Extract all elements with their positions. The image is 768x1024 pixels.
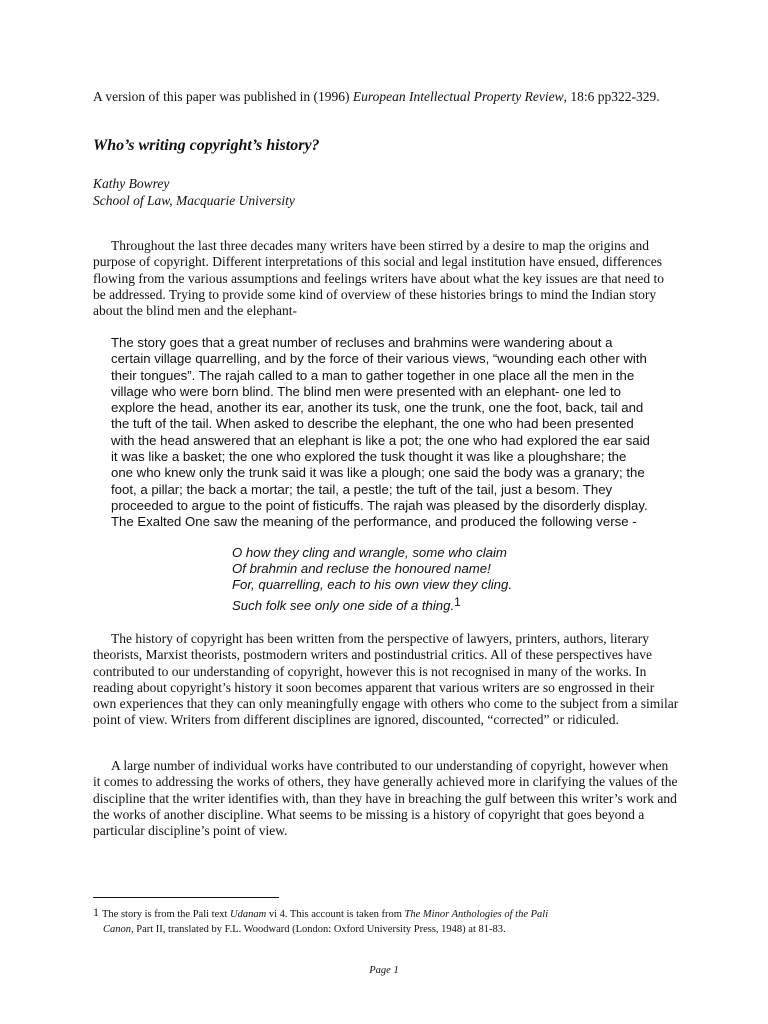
block-quote: The story goes that a great number of recluses and brahmins were wandering about a certain village quarrelling, and by the force of their various views, “wounding each other with their tongues”. The rajah called to a man to gather together in one place all the men in the village who were born blind. The blind men were presented with an elephant- one led to explore the head, another its ear, another its tusk, one the trunk, one the foot, back, tail and the tuft of the tail. When asked to describe the elephant, the one who had been presented with the head answered that an elephant is like a pot; the one who had explored the ear said it was like a basket; the one who explored the tusk thought it was like a ploughshare; the one who knew only the trunk said it was like a plough; one said the body was a granary; the foot, a pillar; the back a mortar; the tail, a pestle; the tuft of the tail, just a besom. They proceeded to argue to the point of fisticuffs. The rajah was pleased by the disorderly display. The Exalted One saw the meaning of the performance, and produced the following verse - xyxy=(111,335,650,530)
footnote-text: vi 4. This account is taken from xyxy=(266,909,405,920)
footnote-reference[interactable]: 1 xyxy=(454,594,461,609)
publication-note-citation: , 18:6 pp322-329. xyxy=(563,89,660,104)
verse-line xyxy=(232,594,512,614)
publication-note xyxy=(93,88,693,105)
page-number: Page 1 xyxy=(369,965,399,976)
journal-name: European Intellectual Property Review xyxy=(352,89,564,104)
footnote-number: 1 xyxy=(93,905,99,919)
footnote xyxy=(93,905,653,937)
footnote-text: The story is from the Pali text xyxy=(102,909,231,920)
paragraph-missing-history: A large number of individual works have contributed to our understanding of copyright, however when it comes to addressing the works of others, they have generally achieved more in clarifying the values of the discipline that the writer identifies with, than they have in breaching the gulf between this writer’s work and the works of another discipline. What seems to be missing is a history of copyright that goes beyond a particular discipline’s point of view. xyxy=(93,758,678,839)
footnote-book-title-cont: Canon xyxy=(103,924,132,935)
author-name: Kathy Bowrey xyxy=(93,176,170,191)
footnote-divider xyxy=(93,897,279,898)
footnote-continuation xyxy=(93,922,653,937)
verse-line-text: Such folk see only one side of a thing. xyxy=(232,597,455,613)
footnote-book-title: The Minor Anthologies of the Pali xyxy=(404,909,549,920)
footnote-source-title: Udanam xyxy=(230,909,267,920)
paper-title: Who’s writing copyright’s history? xyxy=(93,137,320,154)
verse-line: For, quarrelling, each to his own view they cling. xyxy=(232,577,513,593)
verse xyxy=(232,545,512,614)
verse-line: Of brahmin and recluse the honoured name! xyxy=(232,561,491,577)
author-block xyxy=(93,175,295,209)
author-affiliation: School of Law, Macquarie University xyxy=(93,193,295,208)
paragraph-intro: Throughout the last three decades many writers have been stirred by a desire to map the origins and purpose of copyright. Different interpretations of this social and legal institution have ensued, differences flowing from the various assumptions and feelings writers have about what the key issues are that need to be addressed. Trying to provide some kind of overview of these histories brings to mind the Indian story about the blind men and the elephant- xyxy=(93,238,664,319)
paragraph-perspectives: The history of copyright has been written from the perspective of lawyers, printers, authors, literary theorists, Marxist theorists, postmodern writers and postindustrial critics. All of these perspectives have contributed to our understanding of copyright, however this is not recognised in many of the works. In reading about copyright’s history it soon becomes apparent that various writers are so engrossed in their own experiences that they can only meaningfully engage with others who come to the subject from a similar point of view. Writers from different disciplines are ignored, discounted, “corrected” or ridiculed. xyxy=(93,631,679,728)
footnote-text: , Part II, translated by F.L. Woodward (London: Oxford University Press, 1948) at 81-83. xyxy=(131,924,506,935)
verse-line: O how they cling and wrangle, some who claim xyxy=(232,545,507,560)
publication-note-text: A version of this paper was published in (1996) xyxy=(93,89,353,104)
